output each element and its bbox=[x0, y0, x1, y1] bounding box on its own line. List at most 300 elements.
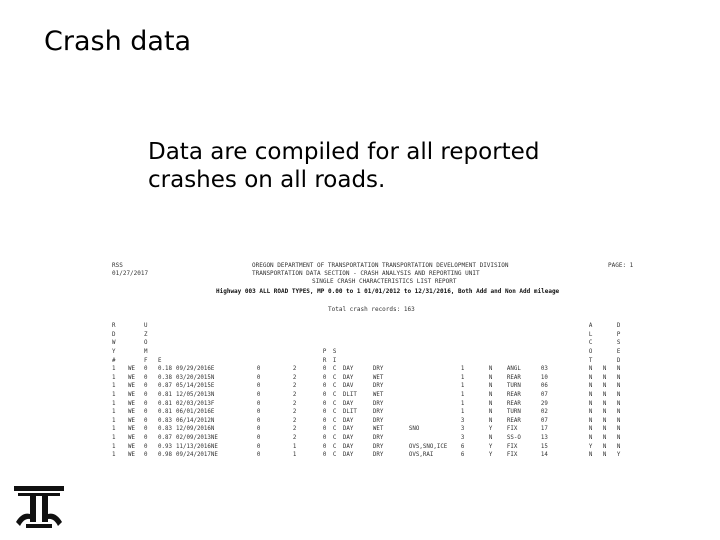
report-header-cell bbox=[541, 348, 589, 357]
report-row bbox=[112, 451, 631, 460]
report-cell: N bbox=[588, 374, 593, 381]
report-cell: DAY bbox=[342, 452, 354, 459]
report-cell bbox=[409, 365, 461, 374]
report-cell: N bbox=[602, 426, 607, 433]
report-row bbox=[112, 391, 631, 400]
report-header-cell: I bbox=[332, 357, 337, 364]
report-cell: 0 bbox=[256, 366, 261, 373]
report-cell: 0 bbox=[322, 409, 327, 416]
report-header-cell bbox=[257, 331, 293, 340]
report-cell: DAY bbox=[342, 443, 354, 450]
report-header-cell bbox=[461, 322, 489, 331]
report-header-cell bbox=[257, 356, 293, 365]
report-cell: 0 bbox=[256, 392, 261, 399]
report-header-cell bbox=[489, 331, 507, 340]
report-cell: 0 bbox=[256, 417, 261, 424]
report-header-cell bbox=[257, 339, 293, 348]
report-cell: TURN bbox=[506, 409, 521, 416]
report-header-cell bbox=[489, 339, 507, 348]
report-cell: 2 bbox=[292, 426, 297, 433]
report-header-section: TRANSPORTATION DATA SECTION - CRASH ANALYSIS AND REPORTING UNIT bbox=[252, 270, 480, 277]
report-cell: DRY bbox=[372, 443, 384, 450]
report-header-cell bbox=[293, 356, 323, 365]
report-cell: 1 bbox=[460, 383, 465, 390]
report-header-cell bbox=[323, 322, 333, 331]
report-cell: 03 bbox=[540, 366, 548, 373]
report-cell: 0.98 bbox=[158, 452, 172, 459]
report-cell: 17 bbox=[540, 426, 548, 433]
report-header-cell: P bbox=[322, 349, 327, 356]
report-cell: 0 bbox=[322, 383, 327, 390]
report-cell: 1 bbox=[460, 392, 465, 399]
report-cell: C bbox=[332, 435, 337, 442]
report-cell: SS-O bbox=[506, 435, 521, 442]
report-header-cell bbox=[333, 322, 343, 331]
report-cell: N bbox=[616, 383, 621, 390]
report-header-cell bbox=[293, 339, 323, 348]
report-cell: REAR bbox=[506, 392, 521, 399]
report-cell: WE bbox=[128, 435, 135, 442]
report-header-cell: D bbox=[616, 323, 621, 330]
report-cell: 0 bbox=[256, 409, 261, 416]
report-header-cell: Y bbox=[112, 349, 116, 356]
report-flag-header-row bbox=[112, 356, 631, 365]
report-header-cell bbox=[409, 348, 461, 357]
report-cell: C bbox=[332, 452, 337, 459]
report-cell: REAR bbox=[506, 374, 521, 381]
report-header-cell bbox=[128, 356, 144, 365]
report-header-cell bbox=[603, 356, 617, 365]
report-header-cell bbox=[541, 331, 589, 340]
report-cell: 0 bbox=[322, 435, 327, 442]
report-cell: N bbox=[602, 374, 607, 381]
report-cell: E bbox=[210, 383, 215, 390]
report-cell: 03/20/2015 bbox=[176, 374, 211, 381]
report-cell: REAR bbox=[506, 400, 521, 407]
report-cell: 15 bbox=[540, 443, 548, 450]
report-header-cell bbox=[603, 339, 617, 348]
report-cell: 06/14/2012 bbox=[176, 417, 211, 424]
report-header-cell bbox=[211, 356, 257, 365]
report-cell: 1 bbox=[112, 366, 116, 373]
report-cell: Y bbox=[588, 443, 593, 450]
report-cell: 0 bbox=[144, 392, 148, 399]
report-cell: 1 bbox=[460, 374, 465, 381]
report-cell: 2 bbox=[292, 374, 297, 381]
report-cell: N bbox=[602, 409, 607, 416]
report-cell: N bbox=[602, 452, 607, 459]
report-cell: 0 bbox=[256, 443, 261, 450]
report-cell: 0 bbox=[322, 452, 327, 459]
report-header-cell bbox=[489, 322, 507, 331]
report-header-cell bbox=[176, 348, 211, 357]
report-cell: 0 bbox=[256, 383, 261, 390]
report-header-cell: E bbox=[616, 349, 621, 356]
report-cell: N bbox=[602, 366, 607, 373]
report-cell: N bbox=[616, 374, 621, 381]
report-cell: ANGL bbox=[506, 366, 521, 373]
report-cell: DLIT bbox=[342, 392, 357, 399]
report-header-cell bbox=[507, 348, 541, 357]
report-header-cell bbox=[461, 356, 489, 365]
report-cell: Y bbox=[488, 426, 493, 433]
report-header-cell bbox=[461, 339, 489, 348]
report-cell: NE bbox=[210, 443, 218, 450]
report-cell: 0 bbox=[256, 400, 261, 407]
report-header-cell: R bbox=[322, 357, 327, 364]
report-cell bbox=[409, 399, 461, 408]
report-cell: 2 bbox=[292, 383, 297, 390]
report-header-cell bbox=[507, 356, 541, 365]
report-header-cell bbox=[489, 348, 507, 357]
report-cell: 1 bbox=[112, 426, 116, 433]
report-cell: 3 bbox=[460, 435, 465, 442]
report-cell: N bbox=[616, 409, 621, 416]
report-cell: 1 bbox=[112, 409, 116, 416]
report-cell: 1 bbox=[112, 374, 116, 381]
report-cell: N bbox=[616, 426, 621, 433]
report-cell: 12/09/2016 bbox=[176, 426, 211, 433]
report-header-cell: L bbox=[588, 331, 593, 338]
report-cell: 2 bbox=[292, 366, 297, 373]
report-cell: 0.18 bbox=[158, 366, 172, 373]
report-cell: N bbox=[588, 409, 593, 416]
report-cell: N bbox=[616, 400, 621, 407]
report-cell: N bbox=[602, 443, 607, 450]
report-header-cell bbox=[541, 339, 589, 348]
report-header-cell: R bbox=[112, 323, 116, 330]
slide-title: Crash data bbox=[44, 26, 192, 57]
report-cell: 12/05/2013 bbox=[176, 392, 211, 399]
report-cell: N bbox=[210, 426, 215, 433]
report-cell: NE bbox=[210, 435, 218, 442]
report-cell: DRY bbox=[372, 383, 384, 390]
report-table bbox=[112, 322, 631, 460]
report-header-cell bbox=[409, 356, 461, 365]
report-header-cell bbox=[373, 348, 409, 357]
report-cell: N bbox=[616, 417, 621, 424]
report-cell: 0 bbox=[144, 366, 148, 373]
report-cell: C bbox=[332, 392, 337, 399]
report-cell: N bbox=[602, 435, 607, 442]
report-cell: 14 bbox=[540, 452, 548, 459]
report-cell: C bbox=[332, 374, 337, 381]
report-header-cell bbox=[257, 322, 293, 331]
report-cell: N bbox=[602, 417, 607, 424]
report-header-cell bbox=[323, 339, 333, 348]
report-cell: N bbox=[588, 383, 593, 390]
report-cell: DRY bbox=[372, 435, 384, 442]
report-header-cell: S bbox=[332, 349, 337, 356]
report-header-cell bbox=[176, 331, 211, 340]
report-cell: 1 bbox=[112, 392, 116, 399]
report-cell: WET bbox=[372, 426, 384, 433]
report-cell: C bbox=[332, 383, 337, 390]
report-cell: N bbox=[488, 417, 493, 424]
report-cell: WE bbox=[128, 409, 135, 416]
report-cell: N bbox=[210, 374, 215, 381]
report-cell: E bbox=[210, 366, 215, 373]
report-row bbox=[112, 365, 631, 374]
report-header-cell bbox=[257, 348, 293, 357]
report-flag-header-row bbox=[112, 348, 631, 357]
report-cell: 6 bbox=[460, 443, 465, 450]
report-date: 01/27/2017 bbox=[112, 270, 149, 277]
report-header-cell bbox=[603, 348, 617, 357]
report-header-cell bbox=[603, 331, 617, 340]
report-cell: 0.81 bbox=[158, 392, 172, 399]
report-header-cell bbox=[343, 356, 373, 365]
report-header-cell: W bbox=[112, 340, 116, 347]
report-page: PAGE: 1 bbox=[608, 262, 634, 269]
report-cell: 11/13/2016 bbox=[176, 443, 211, 450]
report-cell: 0 bbox=[144, 443, 148, 450]
report-cell: DAY bbox=[342, 435, 354, 442]
report-cell: 07 bbox=[540, 417, 548, 424]
report-cell: 0 bbox=[256, 452, 261, 459]
report-header-cell bbox=[293, 331, 323, 340]
report-header-cell bbox=[211, 339, 257, 348]
report-cell: 02 bbox=[540, 409, 548, 416]
report-header-cell bbox=[489, 356, 507, 365]
report-header-cell bbox=[409, 322, 461, 331]
report-cell: DLIT bbox=[342, 409, 357, 416]
report-cell: N bbox=[210, 392, 215, 399]
report-cell: DAY bbox=[342, 366, 354, 373]
report-header-cell bbox=[128, 331, 144, 340]
report-cell: 0 bbox=[144, 426, 148, 433]
report-cell: 6 bbox=[460, 452, 465, 459]
report-cell: 1 bbox=[112, 452, 116, 459]
report-row bbox=[112, 442, 631, 451]
report-header-cell bbox=[343, 339, 373, 348]
report-cell: FIX bbox=[506, 452, 518, 459]
report-cell: DRY bbox=[372, 400, 384, 407]
report-header-cell bbox=[158, 348, 176, 357]
report-cell: 1 bbox=[112, 417, 116, 424]
report-cell: 0 bbox=[144, 400, 148, 407]
report-cell bbox=[409, 391, 461, 400]
report-header-cell bbox=[343, 331, 373, 340]
report-cell: 0 bbox=[144, 417, 148, 424]
report-cell: C bbox=[332, 409, 337, 416]
report-cell: 06/01/2016 bbox=[176, 409, 211, 416]
report-cell: SNO bbox=[408, 426, 420, 433]
report-cell: WE bbox=[128, 443, 135, 450]
report-header-cell bbox=[293, 322, 323, 331]
report-header-cell bbox=[373, 339, 409, 348]
report-cell: DRY bbox=[372, 366, 384, 373]
report-cell: 0 bbox=[256, 374, 261, 381]
report-cell: 0.81 bbox=[158, 409, 172, 416]
report-cell: 0.83 bbox=[158, 426, 172, 433]
report-cell: N bbox=[588, 417, 593, 424]
report-cell: WE bbox=[128, 452, 135, 459]
report-row bbox=[112, 417, 631, 426]
report-cell: N bbox=[210, 417, 215, 424]
report-header-cell bbox=[128, 339, 144, 348]
report-row bbox=[112, 399, 631, 408]
report-cell: 2 bbox=[292, 409, 297, 416]
report-cell: WE bbox=[128, 400, 135, 407]
report-cell: 1 bbox=[112, 383, 116, 390]
report-cell bbox=[409, 408, 461, 417]
report-cell: 0 bbox=[144, 409, 148, 416]
crash-report-image bbox=[112, 258, 652, 468]
report-header-cell: D bbox=[616, 357, 621, 364]
report-cell: N bbox=[588, 452, 593, 459]
report-cell: DAY bbox=[342, 417, 354, 424]
report-cell: 1 bbox=[460, 400, 465, 407]
report-cell: 0 bbox=[322, 374, 327, 381]
report-cell: 2 bbox=[292, 435, 297, 442]
report-flag-header-row bbox=[112, 331, 631, 340]
report-header-cell bbox=[158, 331, 176, 340]
report-cell: C bbox=[332, 417, 337, 424]
report-cell: FIX bbox=[506, 426, 518, 433]
report-cell: N bbox=[488, 366, 493, 373]
report-cell: WE bbox=[128, 417, 135, 424]
report-cell: 0 bbox=[144, 435, 148, 442]
report-header-cell: S bbox=[616, 340, 621, 347]
report-cell: 0 bbox=[144, 452, 148, 459]
report-cell: 09/24/2017 bbox=[176, 452, 211, 459]
report-cell: 1 bbox=[112, 400, 116, 407]
report-cell: DRY bbox=[372, 452, 384, 459]
report-cell: 0.83 bbox=[158, 417, 172, 424]
report-row bbox=[112, 434, 631, 443]
report-cell: DRY bbox=[372, 409, 384, 416]
report-cell: N bbox=[588, 366, 593, 373]
report-header-cell: O bbox=[144, 340, 148, 347]
report-cell: C bbox=[332, 443, 337, 450]
report-header-cell: M bbox=[144, 349, 148, 356]
report-cell: C bbox=[332, 426, 337, 433]
report-cell: 0 bbox=[322, 392, 327, 399]
report-cell: 0 bbox=[256, 435, 261, 442]
report-cell: N bbox=[602, 400, 607, 407]
report-row bbox=[112, 382, 631, 391]
report-header-cell bbox=[176, 339, 211, 348]
report-cell: 2 bbox=[292, 400, 297, 407]
report-header-cell bbox=[333, 339, 343, 348]
report-cell: 0 bbox=[322, 366, 327, 373]
report-cell: 1 bbox=[292, 452, 297, 459]
report-cell: 1 bbox=[112, 435, 116, 442]
report-cell: Y bbox=[488, 443, 493, 450]
report-header-cell bbox=[373, 331, 409, 340]
report-header-cell: D bbox=[112, 331, 116, 338]
report-cell: FIX bbox=[506, 443, 518, 450]
report-cell: N bbox=[616, 392, 621, 399]
report-row bbox=[112, 374, 631, 383]
report-cell: 13 bbox=[540, 435, 548, 442]
report-cell: 05/14/2015 bbox=[176, 383, 211, 390]
report-header-cell bbox=[373, 322, 409, 331]
report-header-cell bbox=[176, 356, 211, 365]
report-header-cell bbox=[158, 322, 176, 331]
report-cell: N bbox=[488, 392, 493, 399]
report-criteria: Highway 003 ALL ROAD TYPES, MP 0.00 to 1 01/01/2012 to 12/31/2016, Both Add and Non Add mileage bbox=[216, 288, 560, 295]
report-cell: 0 bbox=[322, 417, 327, 424]
report-cell: 02/03/2013 bbox=[176, 400, 211, 407]
report-cell: DRY bbox=[372, 417, 384, 424]
report-cell: DAY bbox=[342, 426, 354, 433]
report-header-agency: OREGON DEPARTMENT OF TRANSPORTATION TRANSPORTATION DEVELOPMENT DIVISION bbox=[252, 262, 509, 269]
report-cell: 0 bbox=[144, 374, 148, 381]
report-cell: N bbox=[488, 435, 493, 442]
report-cell: C bbox=[332, 400, 337, 407]
report-cell: 06 bbox=[540, 383, 548, 390]
report-header-cell bbox=[507, 331, 541, 340]
report-header-cell bbox=[409, 331, 461, 340]
report-cell bbox=[409, 434, 461, 443]
report-header-cell bbox=[507, 322, 541, 331]
report-cell: N bbox=[616, 366, 621, 373]
report-cell: REAR bbox=[506, 417, 521, 424]
report-header-cell: A bbox=[588, 323, 593, 330]
report-flag-header-row bbox=[112, 339, 631, 348]
report-cell: 1 bbox=[460, 366, 465, 373]
report-cell: N bbox=[588, 392, 593, 399]
report-cell: OVS,RAI bbox=[408, 452, 434, 459]
report-cell: 1 bbox=[460, 409, 465, 416]
report-cell: N bbox=[588, 426, 593, 433]
report-row bbox=[112, 408, 631, 417]
report-header-cell bbox=[409, 339, 461, 348]
report-cell: N bbox=[488, 400, 493, 407]
report-cell: 0.93 bbox=[158, 443, 172, 450]
report-cell: 0.87 bbox=[158, 435, 172, 442]
report-cell: DAY bbox=[342, 374, 354, 381]
report-cell: WET bbox=[372, 392, 384, 399]
report-header-cell bbox=[158, 339, 176, 348]
report-cell bbox=[409, 417, 461, 426]
report-cell: WE bbox=[128, 426, 135, 433]
report-code: RSS bbox=[112, 262, 123, 269]
report-header-cell: T bbox=[588, 357, 593, 364]
report-header-cell: O bbox=[588, 349, 593, 356]
report-cell: E bbox=[210, 409, 215, 416]
report-cell: N bbox=[588, 435, 593, 442]
report-cell: 0 bbox=[322, 400, 327, 407]
report-cell: 2 bbox=[292, 417, 297, 424]
report-cell: 2 bbox=[292, 392, 297, 399]
report-cell: 3 bbox=[460, 417, 465, 424]
report-header-cell bbox=[293, 348, 323, 357]
report-header-cell: E bbox=[158, 357, 162, 364]
report-header-cell bbox=[128, 348, 144, 357]
report-header-cell: Z bbox=[144, 331, 148, 338]
report-cell: 0.87 bbox=[158, 383, 172, 390]
report-cell: NE bbox=[210, 452, 218, 459]
report-cell: N bbox=[488, 383, 493, 390]
report-cell: N bbox=[602, 383, 607, 390]
report-cell: 0 bbox=[256, 426, 261, 433]
report-cell: 09/29/2016 bbox=[176, 366, 211, 373]
report-cell: OVS,SNO,ICE bbox=[408, 443, 448, 450]
report-header-cell bbox=[373, 356, 409, 365]
report-cell: 10 bbox=[540, 374, 548, 381]
report-cell: 07 bbox=[540, 392, 548, 399]
report-header-cell bbox=[461, 348, 489, 357]
report-total: Total crash records: 163 bbox=[328, 306, 415, 313]
report-cell: 0.81 bbox=[158, 400, 172, 407]
report-cell: DAV bbox=[342, 383, 354, 390]
report-header-cell bbox=[176, 322, 211, 331]
report-row bbox=[112, 425, 631, 434]
report-cell: N bbox=[602, 392, 607, 399]
